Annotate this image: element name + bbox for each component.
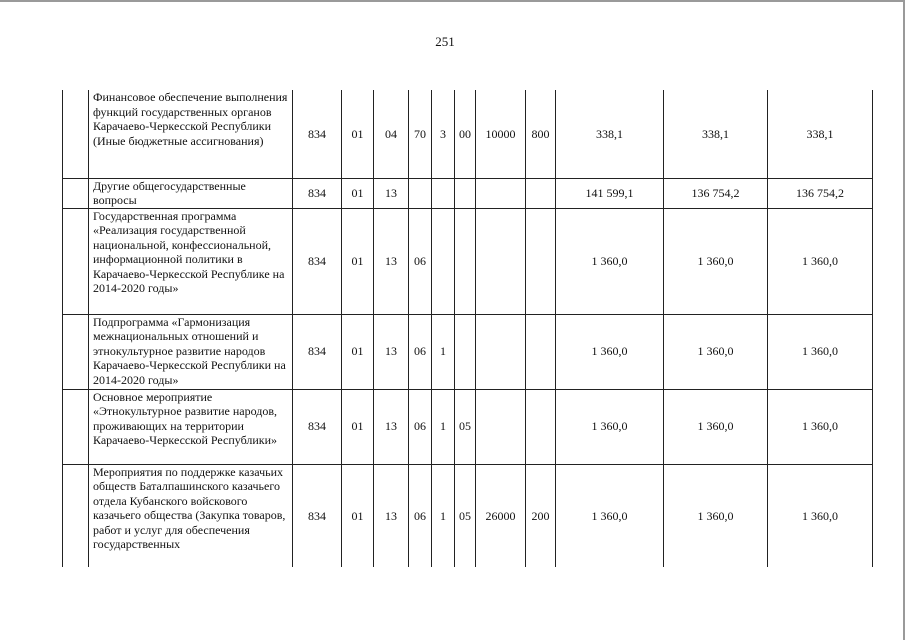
event-code-cell: 05 (455, 389, 476, 464)
expense-type-cell (526, 389, 556, 464)
program-code-cell: 06 (409, 389, 432, 464)
ved-code-cell: 834 (293, 178, 342, 208)
amount-year2-cell: 1 360,0 (664, 389, 768, 464)
event-code-cell (455, 208, 476, 314)
event-code-cell: 05 (455, 464, 476, 567)
direction-code-cell (476, 208, 526, 314)
expense-type-cell: 800 (526, 90, 556, 178)
event-code-cell: 00 (455, 90, 476, 178)
row-name-cell: Подпрограмма «Гармонизация межнациональных отношений и этнокультурное развитие народов Карачаево-Черкесской Республики на 2014-2020 годы» (89, 314, 293, 389)
expense-type-cell (526, 178, 556, 208)
subprogram-code-cell (432, 208, 455, 314)
ved-code-cell: 834 (293, 464, 342, 567)
row-name-cell: Государственная программа «Реализация государственной национальной, конфессиональной, информационной политики в Карачаево-Черкесской Республике на 2014-2020 годы» (89, 208, 293, 314)
ved-code-cell: 834 (293, 314, 342, 389)
blank-margin-cell (63, 208, 89, 314)
subprogram-code-cell (432, 178, 455, 208)
rz-code-cell: 01 (342, 178, 374, 208)
pr-code-cell: 13 (374, 178, 409, 208)
expense-type-cell: 200 (526, 464, 556, 567)
rz-code-cell: 01 (342, 208, 374, 314)
table-row (63, 389, 873, 464)
blank-margin-cell (63, 464, 89, 567)
amount-year3-cell: 1 360,0 (768, 314, 873, 389)
blank-margin-cell (63, 90, 89, 178)
direction-code-cell: 26000 (476, 464, 526, 567)
program-code-cell: 06 (409, 464, 432, 567)
amount-year1-cell: 1 360,0 (556, 389, 664, 464)
rz-code-cell: 01 (342, 389, 374, 464)
ved-code-cell: 834 (293, 389, 342, 464)
event-code-cell (455, 178, 476, 208)
subprogram-code-cell: 1 (432, 464, 455, 567)
budget-table-body (63, 90, 873, 567)
amount-year3-cell: 1 360,0 (768, 208, 873, 314)
amount-year2-cell: 1 360,0 (664, 208, 768, 314)
page-number: 251 (435, 34, 455, 49)
row-name-cell: Мероприятия по поддержке казачьих обществ Баталпашинского казачьего отдела Кубанского войскового казачьего общества (Закупка товаров, работ и услуг для обеспечения государственных (89, 464, 293, 567)
amount-year2-cell: 136 754,2 (664, 178, 768, 208)
amount-year2-cell: 338,1 (664, 90, 768, 178)
rz-code-cell: 01 (342, 314, 374, 389)
amount-year1-cell: 141 599,1 (556, 178, 664, 208)
direction-code-cell (476, 178, 526, 208)
blank-margin-cell (63, 314, 89, 389)
scan-edge-top (0, 0, 905, 2)
amount-year3-cell: 136 754,2 (768, 178, 873, 208)
pr-code-cell: 13 (374, 389, 409, 464)
rz-code-cell: 01 (342, 90, 374, 178)
amount-year3-cell: 338,1 (768, 90, 873, 178)
subprogram-code-cell: 1 (432, 314, 455, 389)
program-code-cell: 70 (409, 90, 432, 178)
program-code-cell (409, 178, 432, 208)
event-code-cell (455, 314, 476, 389)
amount-year2-cell: 1 360,0 (664, 464, 768, 567)
rz-code-cell: 01 (342, 464, 374, 567)
amount-year3-cell: 1 360,0 (768, 389, 873, 464)
budget-table (62, 90, 873, 567)
table-row (63, 208, 873, 314)
amount-year3-cell: 1 360,0 (768, 464, 873, 567)
ved-code-cell: 834 (293, 90, 342, 178)
row-name-cell: Финансовое обеспечение выполнения функций государственных органов Карачаево-Черкесской Республики (Иные бюджетные ассигнования) (89, 90, 293, 178)
blank-margin-cell (63, 178, 89, 208)
program-code-cell: 06 (409, 208, 432, 314)
program-code-cell: 06 (409, 314, 432, 389)
row-name-cell: Основное мероприятие «Этнокультурное развитие народов, проживающих на территории Карачаево-Черкесской Республики» (89, 389, 293, 464)
expense-type-cell (526, 208, 556, 314)
amount-year1-cell: 1 360,0 (556, 314, 664, 389)
amount-year1-cell: 1 360,0 (556, 464, 664, 567)
pr-code-cell: 13 (374, 208, 409, 314)
table-row (63, 90, 873, 178)
blank-margin-cell (63, 389, 89, 464)
table-row (63, 178, 873, 208)
pr-code-cell: 13 (374, 314, 409, 389)
pr-code-cell: 13 (374, 464, 409, 567)
table-row (63, 314, 873, 389)
row-name-cell: Другие общегосударственные вопросы (89, 178, 293, 208)
pr-code-cell: 04 (374, 90, 409, 178)
amount-year1-cell: 1 360,0 (556, 208, 664, 314)
expense-type-cell (526, 314, 556, 389)
amount-year1-cell: 338,1 (556, 90, 664, 178)
subprogram-code-cell: 3 (432, 90, 455, 178)
direction-code-cell (476, 389, 526, 464)
direction-code-cell (476, 314, 526, 389)
subprogram-code-cell: 1 (432, 389, 455, 464)
direction-code-cell: 10000 (476, 90, 526, 178)
amount-year2-cell: 1 360,0 (664, 314, 768, 389)
table-row (63, 464, 873, 567)
ved-code-cell: 834 (293, 208, 342, 314)
